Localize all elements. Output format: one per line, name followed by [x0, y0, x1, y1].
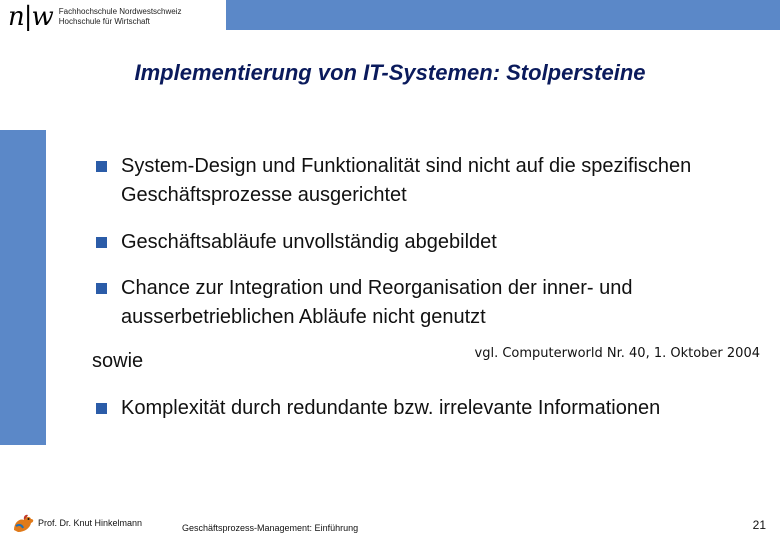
bullet-text: Chance zur Integration und Reorganisation der inner- und ausserbetrieblichen Abläufe nicht genutzt [121, 277, 633, 328]
logo-text [59, 7, 182, 27]
logo-line2: Hochschule für Wirtschaft [58, 17, 150, 26]
rooster-icon [10, 512, 36, 534]
footer-author: Prof. Dr. Knut Hinkelmann [38, 518, 143, 528]
logo-line1: Fachhochschule Nordwestschweiz [58, 7, 182, 16]
bullet-square-icon [96, 403, 107, 414]
fhnw-logo [8, 2, 182, 32]
bullet-item [96, 152, 756, 210]
bullet-item [96, 228, 756, 257]
bullet-text: System-Design und Funktionalität sind nicht auf die spezifischen Geschäftsprozesse ausgerichtet [121, 155, 692, 206]
header-bar [226, 0, 780, 30]
logo-mark: n|w [8, 2, 53, 32]
sowie-text: sowie [92, 350, 144, 372]
bullet-square-icon [96, 161, 107, 172]
side-bar [0, 130, 46, 445]
page-number: 21 [752, 518, 766, 532]
bullet-item [96, 394, 756, 423]
bullet-square-icon [96, 237, 107, 248]
bullet-text: Komplexität durch redundante bzw. irrelevante Informationen [121, 397, 661, 419]
footer-course: Geschäftsprozess-Management: Einführung [182, 523, 359, 533]
bullet-item [96, 274, 756, 332]
bullet-square-icon [96, 283, 107, 294]
slide-title: Implementierung von IT-Systemen: Stolpersteine [134, 60, 646, 85]
reference-text: vgl. Computerworld Nr. 40, 1. Oktober 2004 [474, 346, 760, 361]
bullet-text: Geschäftsabläufe unvollständig abgebildet [121, 231, 497, 253]
